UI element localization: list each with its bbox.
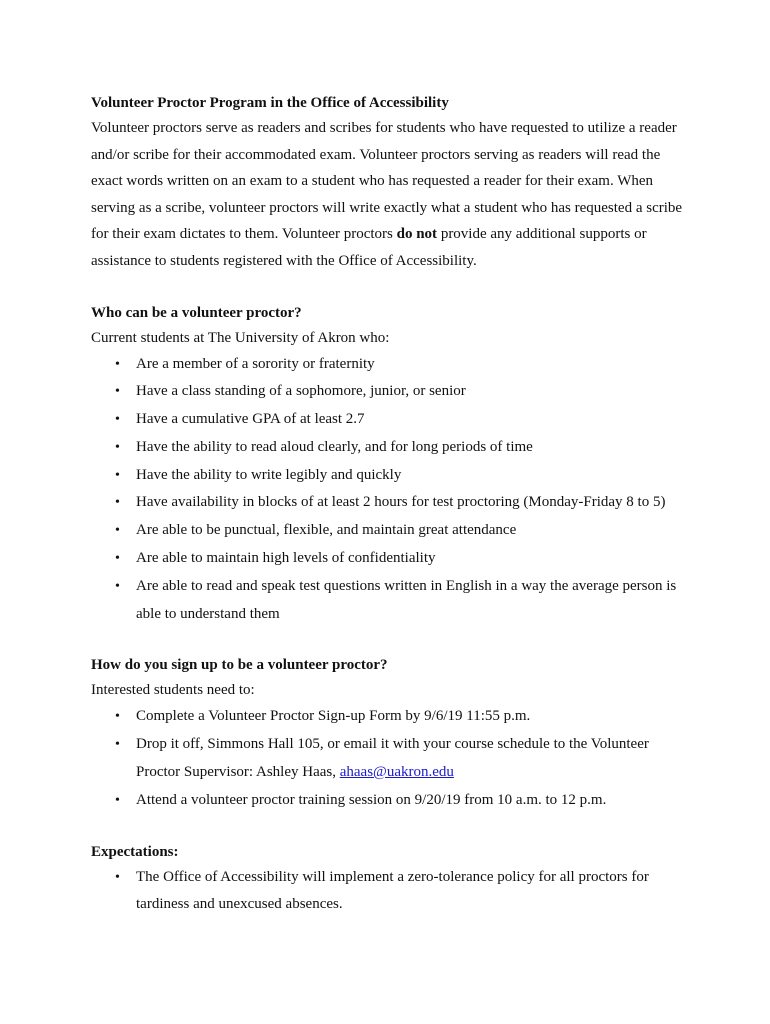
list-item-text: Are a member of a sorority or fraternity [136, 355, 375, 372]
signup-item-form: Complete a Volunteer Proctor Sign-up Form by 9/6/19 11:55 p.m. [136, 708, 531, 725]
bullet-icon: • [115, 467, 120, 483]
list-item [91, 517, 691, 545]
list-item-text: Have the ability to write legibly and quickly [136, 466, 402, 483]
supervisor-email-link[interactable]: ahaas@uakron.edu [339, 764, 454, 781]
spacer [91, 274, 691, 301]
bullet-icon: • [115, 384, 120, 400]
list-item-text: Have a cumulative GPA of at least 2.7 [136, 411, 365, 428]
list-item-text: Have a class standing of a sophomore, junior, or senior [136, 383, 466, 400]
list-item [91, 489, 691, 517]
signup-item-training: Attend a volunteer proctor training session on 9/20/19 from 10 a.m. to 12 p.m. [136, 791, 607, 808]
bullet-icon: • [115, 412, 120, 428]
bullet-icon: • [115, 495, 120, 511]
list-item-text: Are able to maintain high levels of confidentiality [136, 550, 436, 567]
bullet-icon: • [115, 792, 120, 808]
document-title: Volunteer Proctor Program in the Office of Accessibility [91, 95, 449, 111]
list-item [91, 787, 691, 815]
spacer [91, 815, 691, 840]
list-item [91, 462, 691, 490]
list-item [91, 545, 691, 573]
bullet-icon: • [115, 439, 120, 455]
bullet-icon: • [115, 869, 120, 885]
list-item-text: Are able to be punctual, flexible, and maintain great attendance [136, 522, 517, 539]
list-item [91, 378, 691, 406]
spacer [91, 628, 691, 653]
list-item [91, 573, 691, 629]
list-item-text: Have availability in blocks of at least 2 hours for test proctoring (Monday-Friday 8 to 5) [136, 494, 666, 511]
bullet-icon: • [115, 578, 120, 594]
signup-bullet-list [91, 703, 691, 814]
intro-text-part2: provide any additional supports or assistance to students registered with the Office of Accessibility. [91, 226, 647, 269]
bullet-icon: • [115, 356, 120, 372]
who-heading: Who can be a volunteer proctor? [91, 304, 302, 321]
list-item [91, 864, 691, 920]
expectations-bullet-list [91, 864, 691, 920]
who-bullet-list [91, 351, 691, 629]
signup-heading: How do you sign up to be a volunteer proctor? [91, 657, 388, 674]
signup-intro: Interested students need to: [91, 682, 255, 699]
bullet-icon: • [115, 523, 120, 539]
bullet-icon: • [115, 737, 120, 753]
signup-item-dropoff: Drop it off, Simmons Hall 105, or email it with your course schedule to the Volunteer Proctor Supervisor: Ashley Haas, [136, 736, 649, 781]
intro-paragraph [91, 115, 691, 274]
who-intro: Current students at The University of Akron who: [91, 329, 390, 346]
list-item [91, 434, 691, 462]
list-item [91, 351, 691, 379]
list-item [91, 731, 691, 787]
bullet-icon: • [115, 551, 120, 567]
list-item [91, 406, 691, 434]
intro-text-part1: Volunteer proctors serve as readers and scribes for students who have requested to utilize a reader and/or scribe for their accommodated exam. Volunteer proctors serving as readers will read the exact words written on an exam to a student who has requested a reader for their exam. When serving as a scribe, volunteer proctors will write exactly what a student who has requested a scribe for their exam dictates to them. Volunteer proctors [91, 120, 683, 242]
list-item-text: The Office of Accessibility will implement a zero-tolerance policy for all proctors for tardiness and unexcused absences. [136, 868, 649, 913]
expectations-heading: Expectations: [91, 843, 179, 860]
bullet-icon: • [115, 709, 120, 725]
intro-emphasis: do not [396, 226, 438, 242]
list-item [91, 703, 691, 731]
document-page [91, 91, 691, 919]
list-item-text: Have the ability to read aloud clearly, and for long periods of time [136, 438, 533, 455]
list-item-text: Are able to read and speak test questions written in English in a way the average person is able to understand them [136, 577, 677, 622]
